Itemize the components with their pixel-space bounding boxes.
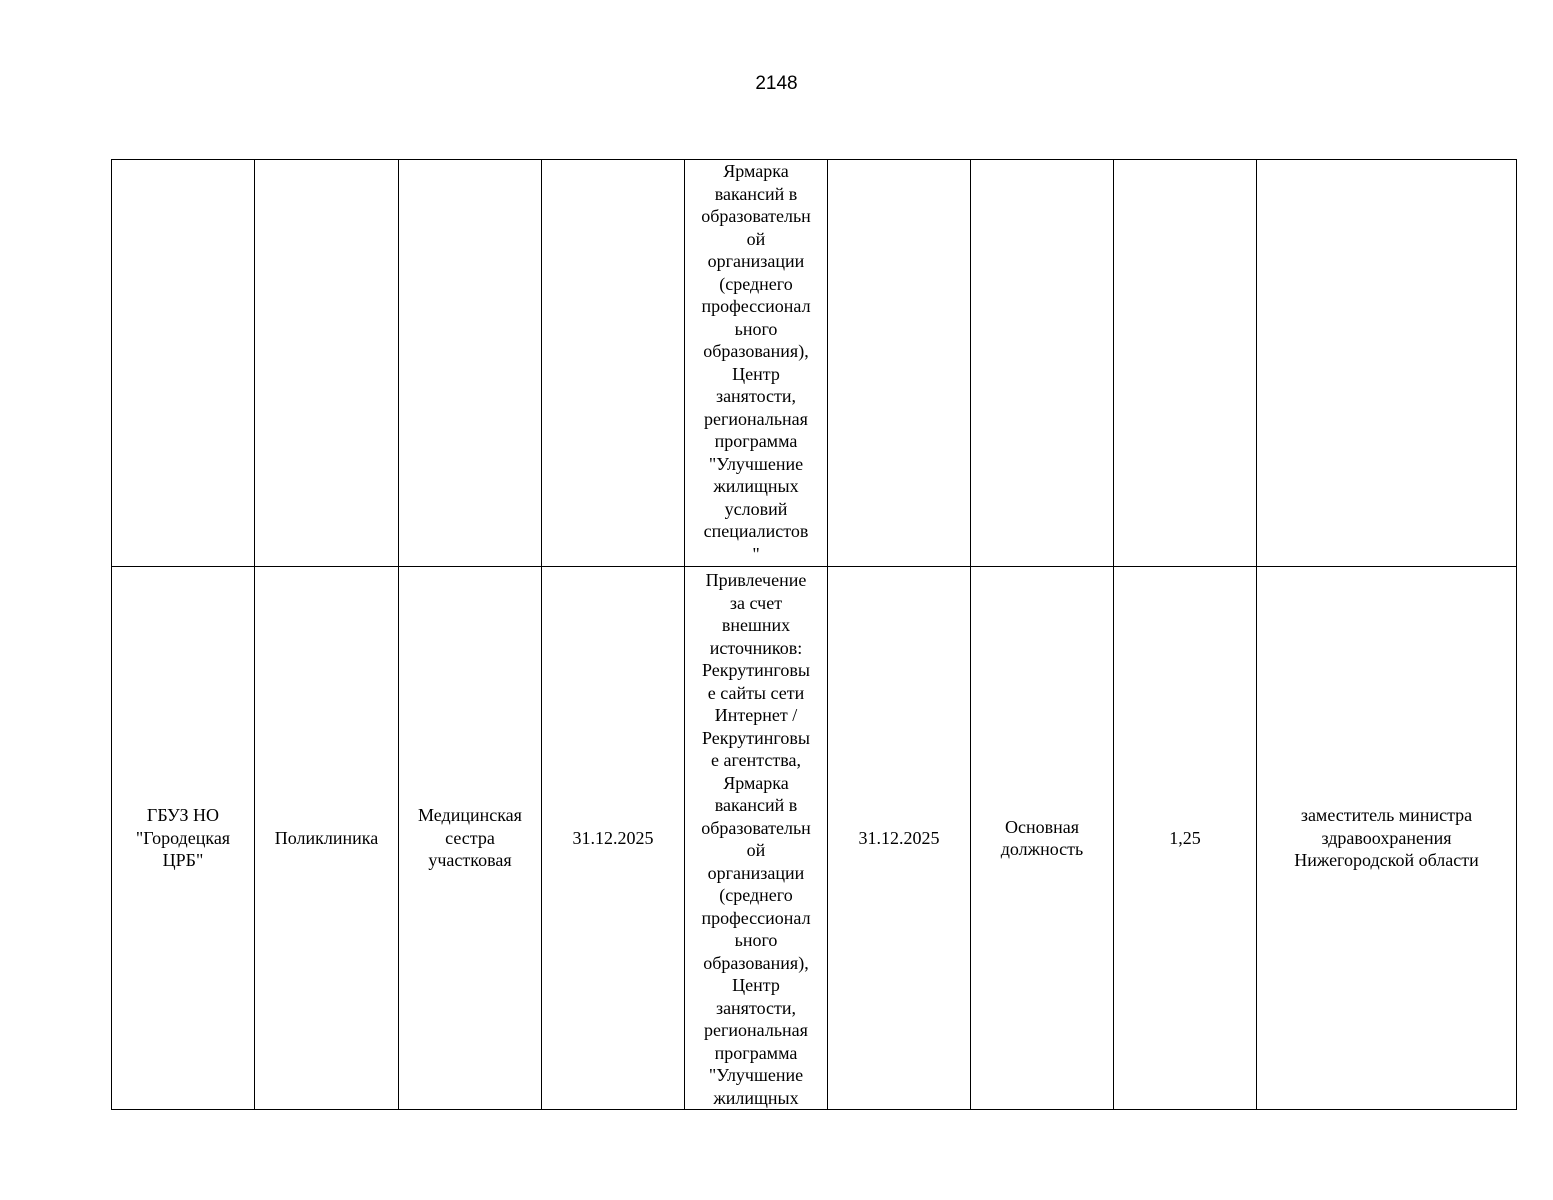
cell-methods: Ярмарка вакансий в образовательн ой организации (среднего профессионал ьного образования), Центр занятости, региональная программа "Улучшение жилищных условий специалистов " — [685, 160, 828, 567]
page-number: 2148 — [755, 73, 798, 94]
cell-unit: Поликлиника — [255, 567, 399, 1110]
cell-responsible: заместитель министра здравоохранения Нижегородской области — [1257, 567, 1517, 1110]
cell-position — [399, 160, 542, 567]
table-row — [112, 567, 1517, 1110]
table-row — [112, 160, 1517, 567]
cell-unit — [255, 160, 399, 567]
cell-date-end: 31.12.2025 — [828, 567, 971, 1110]
cell-rate: 1,25 — [1114, 567, 1257, 1110]
cell-rate — [1114, 160, 1257, 567]
cell-date-start: 31.12.2025 — [542, 567, 685, 1110]
cell-organization: ГБУЗ НО "Городецкая ЦРБ" — [112, 567, 255, 1110]
cell-responsible — [1257, 160, 1517, 567]
cell-organization — [112, 160, 255, 567]
cell-employment-type: Основная должность — [971, 567, 1114, 1110]
cell-position: Медицинская сестра участковая — [399, 567, 542, 1110]
cell-date-start — [542, 160, 685, 567]
data-table — [111, 159, 1517, 1110]
cell-methods: Привлечение за счет внешних источников: Рекрутинговы е сайты сети Интернет / Рекрутинговы е агентства, Ярмарка вакансий в образовательн ой организации (среднего профессионал ьного образования), Центр занятости, региональная программа "Улучшение жилищных — [685, 567, 828, 1110]
cell-date-end — [828, 160, 971, 567]
cell-employment-type — [971, 160, 1114, 567]
